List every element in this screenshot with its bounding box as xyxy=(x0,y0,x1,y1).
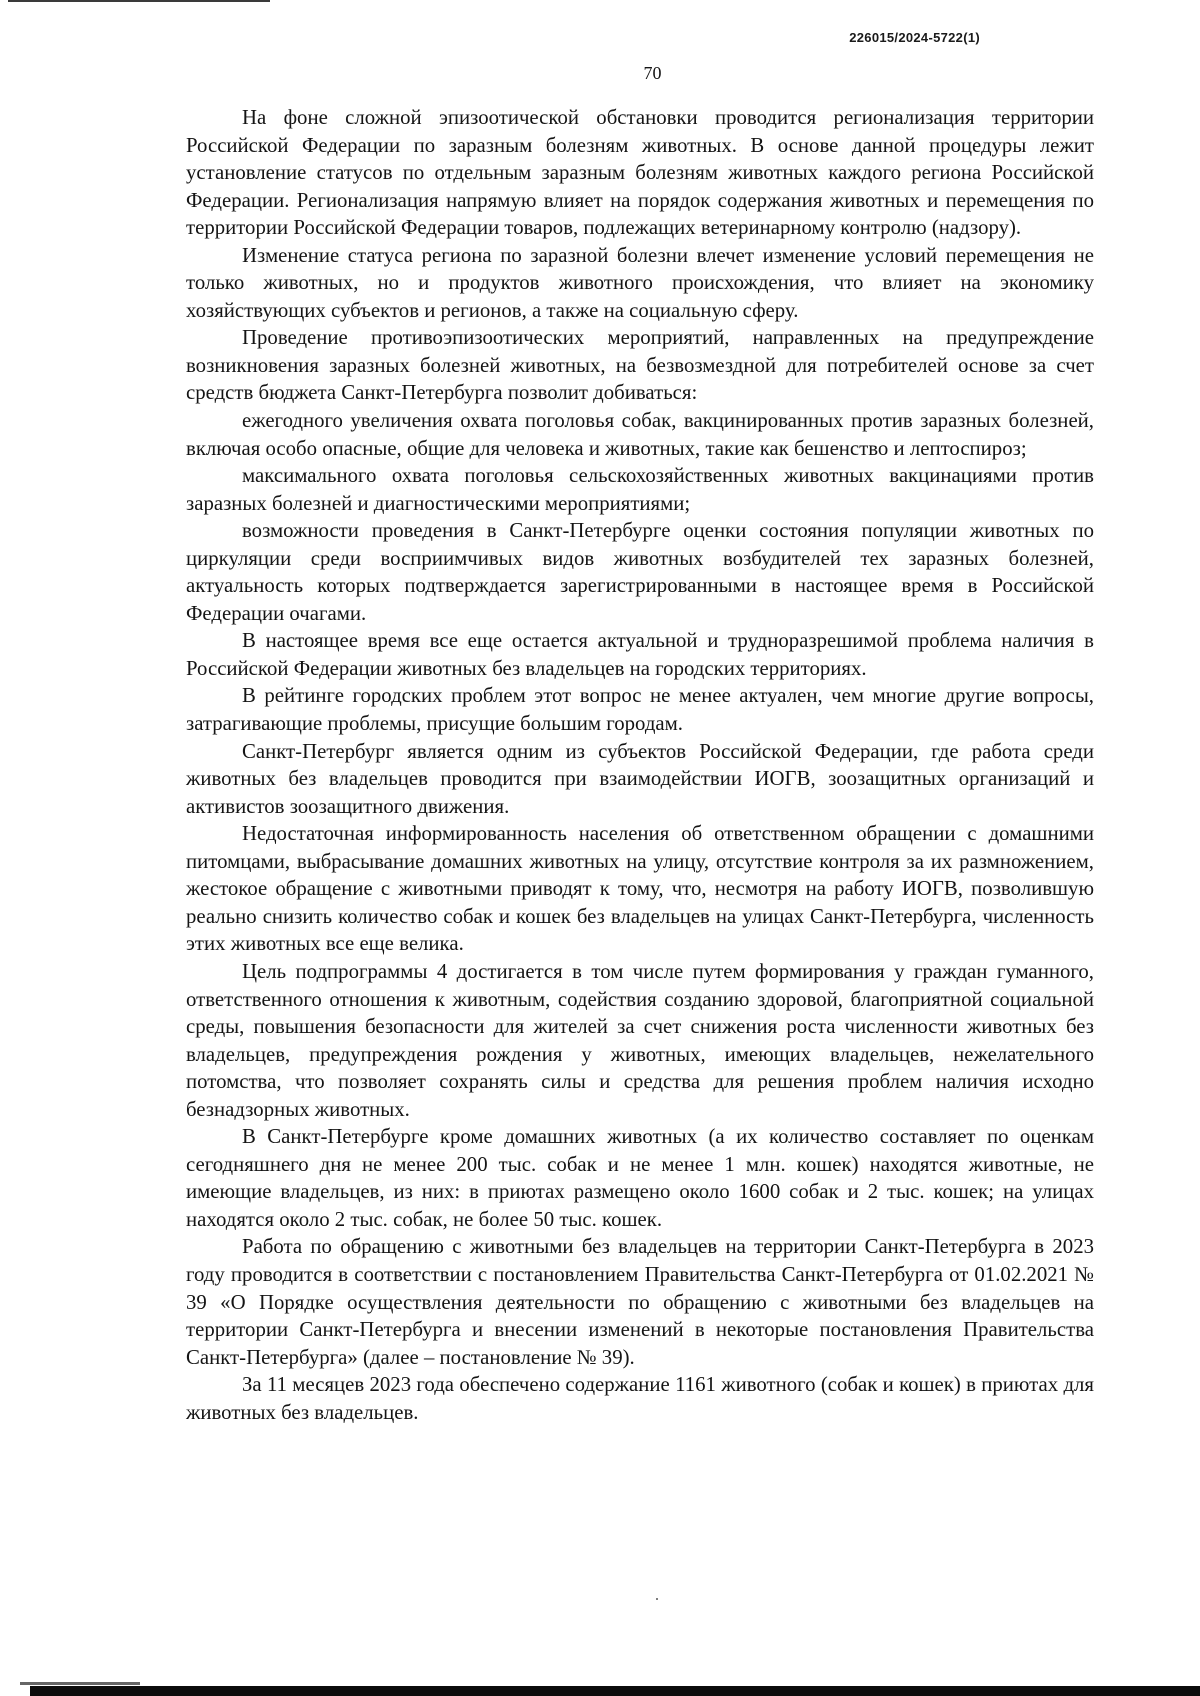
paragraph-spb-cooperation: Санкт-Петербург является одним из субъектов Российской Федерации, где работа среди животных без владельцев проводится при взаимодействии ИОГВ, зоозащитных организаций и активистов зоозащитного движения. xyxy=(186,739,1094,818)
paragraph-ownerless-animals-problem: В настоящее время все еще остается актуальной и трудноразрешимой проблема наличия в Российской Федерации животных без владельцев на городских территориях. xyxy=(186,629,1094,680)
document-body xyxy=(186,104,1094,1426)
paragraph-insufficient-awareness: Недостаточная информированность населения об ответственном обращении с домашними питомцами, выбрасывание домашних животных на улицу, отсутствие контроля за их размножением, жестокое обращение с животными приводят к тому, что, несмотря на работу ИОГВ, позволившую реально снизить количество собак и кошек без владельцев на улицах Санкт-Петербурга, численность этих животных все еще велика. xyxy=(186,822,1094,956)
page-number: 70 xyxy=(643,63,662,83)
paragraph-regionalization: На фоне сложной эпизоотической обстановки проводится регионализация территории Российской Федерации по заразным болезням животных. В основе данной процедуры лежит установление статусов по отдельным заразным болезням животных каждого региона Российской Федерации. Регионализация напрямую влияет на порядок содержания животных и перемещения по территории Российской Федерации товаров, подлежащих ветеринарному контролю (надзору). xyxy=(186,106,1094,240)
scan-speck xyxy=(656,1598,658,1600)
paragraph-region-status-change: Изменение статуса региона по заразной болезни влечет изменение условий перемещения не только животных, но и продуктов животного происхождения, что влияет на экономику хозяйствующих субъектов и регионов, а также на социальную сферу. xyxy=(186,243,1094,322)
paragraph-antiepizootic-measures: Проведение противоэпизоотических мероприятий, направленных на предупреждение возникновения заразных болезней животных, на безвозмездной для потребителей основе за счет средств бюджета Санкт-Петербурга позволит добиваться: xyxy=(186,326,1094,405)
document-registration-number: 226015/2024-5722(1) xyxy=(849,30,980,45)
scan-top-edge-line xyxy=(8,0,270,2)
paragraph-animal-counts: В Санкт-Петербурге кроме домашних животных (а их количество составляет по оценкам сегодняшнего дня не менее 200 тыс. собак и не менее 1 млн. кошек) находятся животные, не имеющие владельцев, из них: в приютах размещено около 1600 собак и 2 тыс. кошек; на улицах находятся около 2 тыс. собак, не более 50 тыс. кошек. xyxy=(186,1125,1094,1231)
paragraph-subprogram-4-goal: Цель подпрограммы 4 достигается в том числе путем формирования у граждан гуманного, ответственного отношения к животным, содействия созданию здоровой, благоприятной социальной среды, повышения безопасности для жителей за счет снижения роста численности животных без владельцев, предупреждения рождения у животных, имеющих владельцев, нежелательного потомства, что позволяет сохранять силы и средства для решения проблем наличия исходно безнадзорных животных. xyxy=(186,959,1094,1121)
paragraph-population-assessment: возможности проведения в Санкт-Петербурге оценки состояния популяции животных по циркуляции среди восприимчивых видов животных возбудителей тех заразных болезней, актуальность которых подтверждается зарегистрированными в настоящее время в Российской Федерации очагами. xyxy=(186,519,1094,625)
paragraph-shelter-maintenance: За 11 месяцев 2023 года обеспечено содержание 1161 животного (собак и кошек) в приютах для животных без владельцев. xyxy=(186,1373,1094,1424)
paragraph-resolution-39: Работа по обращению с животными без владельцев на территории Санкт-Петербурга в 2023 году проводится в соответствии с постановлением Правительства Санкт-Петербурга от 01.02.2021 № 39 «О Порядке осуществления деятельности по обращению с животными без владельцев на территории Санкт-Петербурга и внесении изменений в некоторые постановления Правительства Санкт-Петербурга» (далее – постановление № 39). xyxy=(186,1235,1094,1369)
paragraph-livestock-vaccination: максимального охвата поголовья сельскохозяйственных животных вакцинациями против заразных болезней и диагностическими мероприятиями; xyxy=(186,464,1094,515)
paragraph-dog-vaccination: ежегодного увеличения охвата поголовья собак, вакцинированных против заразных болезней, включая особо опасные, общие для человека и животных, такие как бешенство и лептоспироз; xyxy=(186,409,1094,460)
scan-bottom-edge-bar xyxy=(30,1686,1200,1696)
paragraph-urban-problems-rating: В рейтинге городских проблем этот вопрос не менее актуален, чем многие другие вопросы, затрагивающие проблемы, присущие большим городам. xyxy=(186,684,1094,736)
